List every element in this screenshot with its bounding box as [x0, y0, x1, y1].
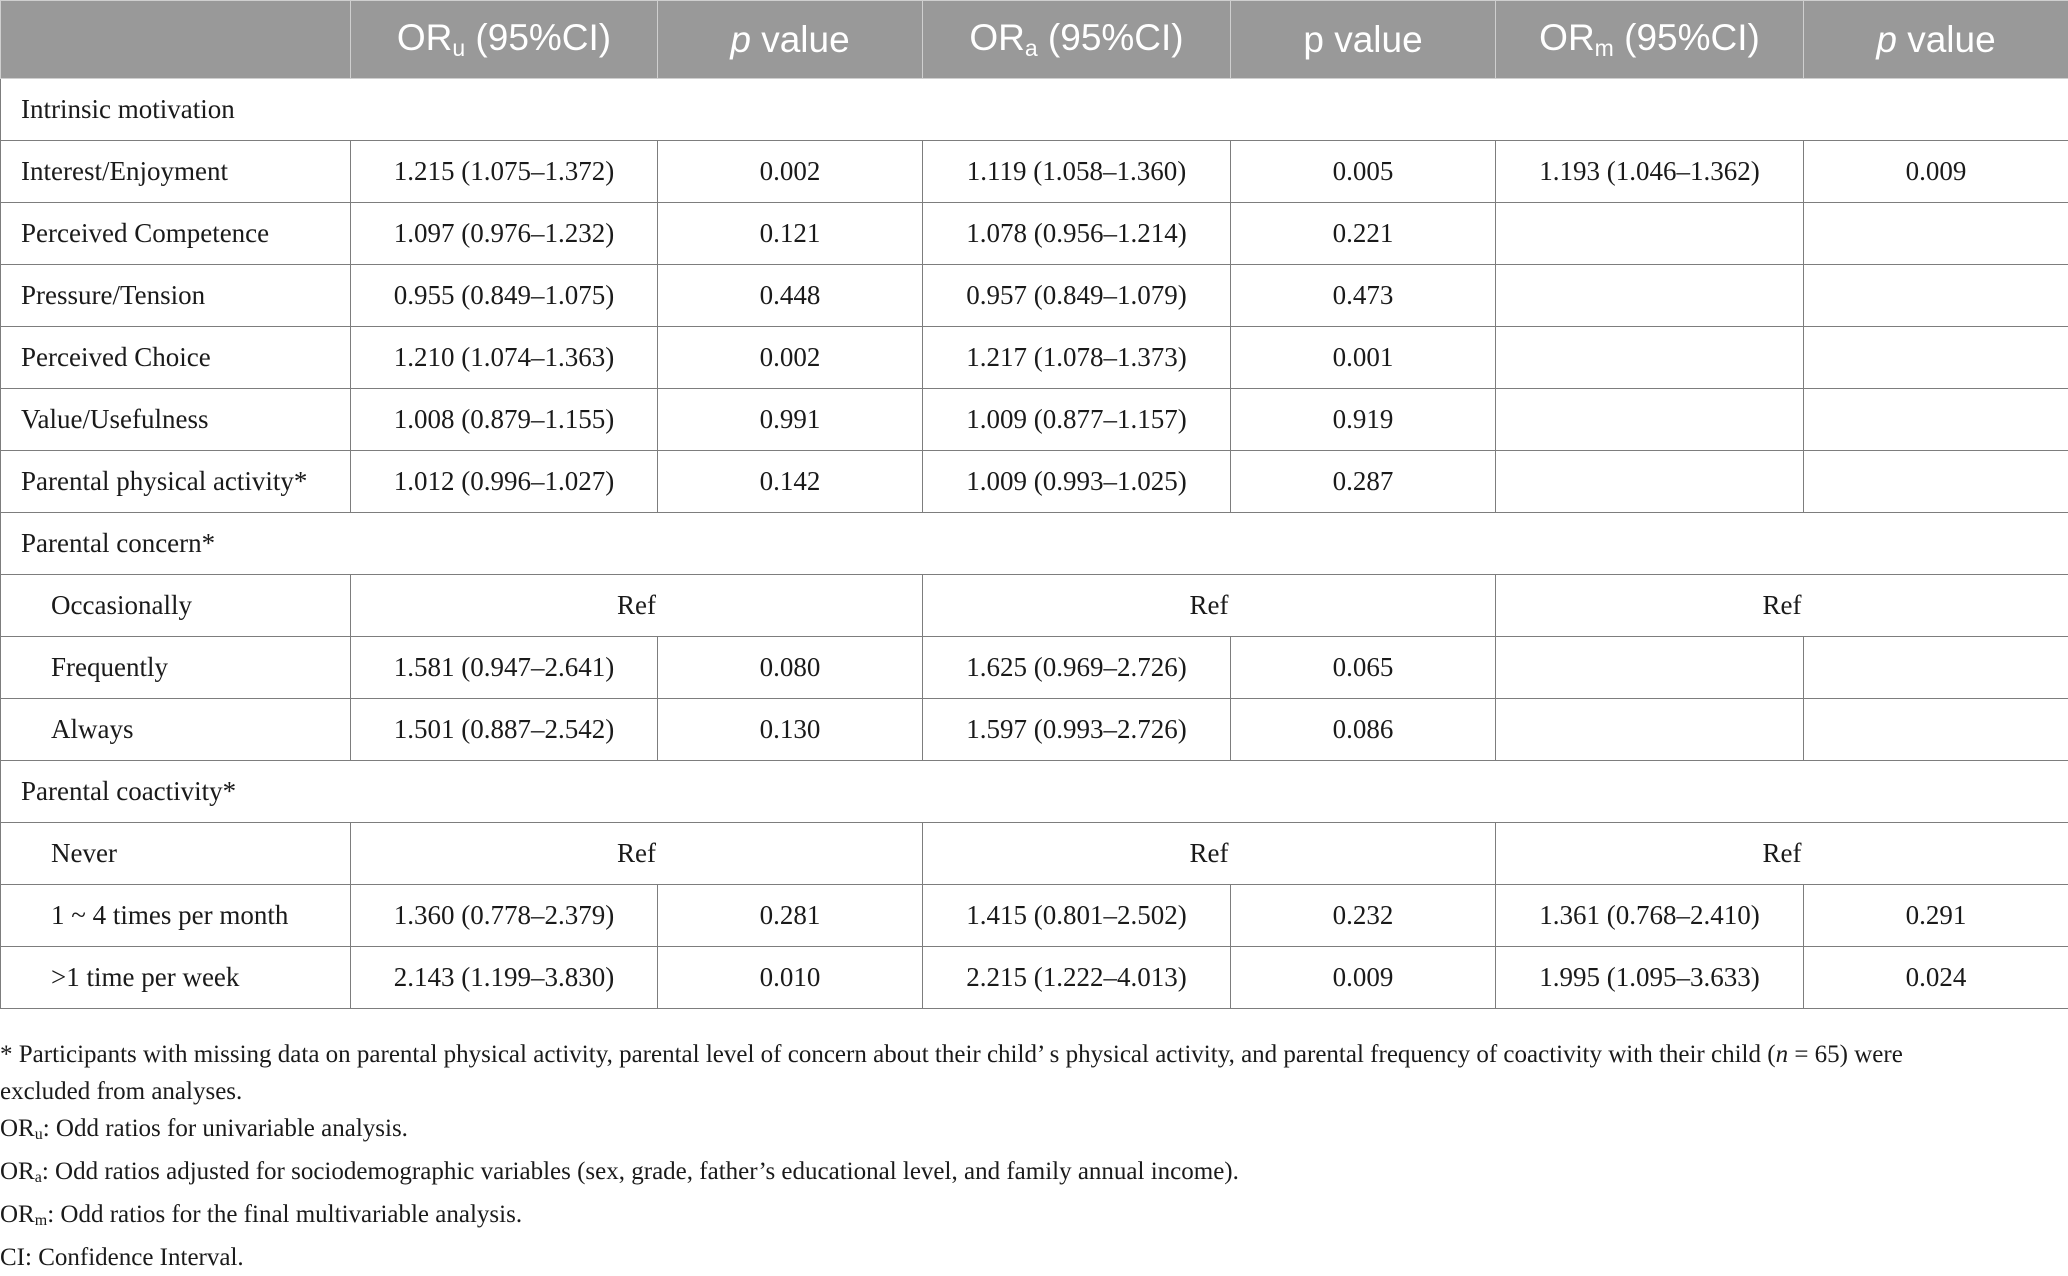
or-u-cell: 1.501 (0.887–2.542) — [351, 699, 658, 761]
table-header — [1, 1, 2068, 79]
or-m-cell — [1496, 203, 1804, 265]
p-a-cell: 0.086 — [1231, 699, 1496, 761]
or-m-cell — [1496, 637, 1804, 699]
footnote-or-u: $OR_u$: Odd ratios for univariable analysis. — [0, 1110, 2060, 1153]
header-or-a: $OR_a$ (95%CI) — [923, 1, 1231, 79]
or-a-cell: 0.957 (0.849–1.079) — [923, 265, 1231, 327]
table-row-never — [1, 823, 2068, 885]
row-label: Frequently — [1, 637, 351, 699]
or-m-cell — [1496, 451, 1804, 513]
header-p-value-u: p value — [658, 1, 923, 79]
p-a-cell: 0.221 — [1231, 203, 1496, 265]
p-a-cell: 0.009 — [1231, 947, 1496, 1009]
row-label: Interest/Enjoyment — [1, 141, 351, 203]
or-u-cell: 1.360 (0.778–2.379) — [351, 885, 658, 947]
footnote-missing-data: * Participants with missing data on parental physical activity, parental level of concern about their child’ s physical activity, and parental frequency of coactivity with their child (n = 65) were — [0, 1036, 2060, 1073]
ref-u-cell: Ref — [351, 823, 923, 885]
or-u-cell: 2.143 (1.199–3.830) — [351, 947, 658, 1009]
or-a-cell: 1.217 (1.078–1.373) — [923, 327, 1231, 389]
p-m-cell — [1804, 637, 2068, 699]
row-label: >1 time per week — [1, 947, 351, 1009]
header-or-u: $OR_u$ (95%CI) — [351, 1, 658, 79]
p-u-cell: 0.130 — [658, 699, 923, 761]
p-a-cell: 0.473 — [1231, 265, 1496, 327]
p-u-cell: 0.142 — [658, 451, 923, 513]
p-a-cell: 0.287 — [1231, 451, 1496, 513]
or-a-cell: 1.119 (1.058–1.360) — [923, 141, 1231, 203]
row-label: Perceived Choice — [1, 327, 351, 389]
p-u-cell: 0.121 — [658, 203, 923, 265]
p-m-cell — [1804, 699, 2068, 761]
or-u-cell: 1.012 (0.996–1.027) — [351, 451, 658, 513]
p-m-cell: 0.291 — [1804, 885, 2068, 947]
ref-m-cell: Ref — [1496, 823, 2068, 885]
table-footnotes — [0, 1036, 2060, 1276]
p-a-cell: 0.065 — [1231, 637, 1496, 699]
or-m-cell: 1.995 (1.095–3.633) — [1496, 947, 1804, 1009]
p-a-cell: 0.005 — [1231, 141, 1496, 203]
footnote-or-m: $OR_m$: Odd ratios for the final multivariable analysis. — [0, 1196, 2060, 1239]
or-a-cell: 1.625 (0.969–2.726) — [923, 637, 1231, 699]
or-m-cell — [1496, 265, 1804, 327]
table-row-perceived-competence — [1, 203, 2068, 265]
or-m-cell: 1.193 (1.046–1.362) — [1496, 141, 1804, 203]
p-u-cell: 0.448 — [658, 265, 923, 327]
section-row-parental-concern — [1, 513, 2068, 575]
or-a-cell: 1.415 (0.801–2.502) — [923, 885, 1231, 947]
or-u-cell: 1.215 (1.075–1.372) — [351, 141, 658, 203]
table-row-frequently — [1, 637, 2068, 699]
section-row-intrinsic-motivation — [1, 79, 2068, 141]
p-m-cell — [1804, 203, 2068, 265]
p-m-cell — [1804, 389, 2068, 451]
p-u-cell: 0.010 — [658, 947, 923, 1009]
or-m-cell: 1.361 (0.768–2.410) — [1496, 885, 1804, 947]
table-row-1-4-times-per-month — [1, 885, 2068, 947]
or-u-cell: 0.955 (0.849–1.075) — [351, 265, 658, 327]
p-u-cell: 0.002 — [658, 327, 923, 389]
p-u-cell: 0.991 — [658, 389, 923, 451]
section-row-parental-coactivity — [1, 761, 2068, 823]
row-label: Never — [1, 823, 351, 885]
row-label: Occasionally — [1, 575, 351, 637]
or-m-cell — [1496, 699, 1804, 761]
footnote-or-a: $OR_a$: Odd ratios adjusted for sociodemographic variables (sex, grade, father’s educational level, and family annual income). — [0, 1153, 2060, 1196]
section-label: Parental coactivity* — [1, 761, 2068, 823]
or-a-cell: 2.215 (1.222–4.013) — [923, 947, 1231, 1009]
row-label: Value/Usefulness — [1, 389, 351, 451]
row-label: Pressure/Tension — [1, 265, 351, 327]
table-row-perceived-choice — [1, 327, 2068, 389]
p-m-cell — [1804, 451, 2068, 513]
row-label: Always — [1, 699, 351, 761]
or-a-cell: 1.009 (0.877–1.157) — [923, 389, 1231, 451]
p-m-cell: 0.009 — [1804, 141, 2068, 203]
p-a-cell: 0.001 — [1231, 327, 1496, 389]
p-m-cell: 0.024 — [1804, 947, 2068, 1009]
or-m-cell — [1496, 389, 1804, 451]
header-row — [1, 1, 2068, 79]
header-or-m: $OR_m$ (95%CI) — [1496, 1, 1804, 79]
section-label: Parental concern* — [1, 513, 2068, 575]
header-blank-cell — [1, 1, 351, 79]
header-p-value-m: p value — [1804, 1, 2068, 79]
table-body — [1, 79, 2068, 1009]
row-label: Perceived Competence — [1, 203, 351, 265]
footnote-missing-data-continued: excluded from analyses. — [0, 1073, 2060, 1110]
or-m-cell — [1496, 327, 1804, 389]
table-row-always — [1, 699, 2068, 761]
p-a-cell: 0.232 — [1231, 885, 1496, 947]
or-a-cell: 1.009 (0.993–1.025) — [923, 451, 1231, 513]
or-a-cell: 1.078 (0.956–1.214) — [923, 203, 1231, 265]
ref-u-cell: Ref — [351, 575, 923, 637]
header-p-value-a: p value — [1231, 1, 1496, 79]
p-a-cell: 0.919 — [1231, 389, 1496, 451]
table-row-value-usefulness — [1, 389, 2068, 451]
section-label: Intrinsic motivation — [1, 79, 2068, 141]
table-row-pressure-tension — [1, 265, 2068, 327]
or-a-cell: 1.597 (0.993–2.726) — [923, 699, 1231, 761]
table-row-more-than-1-time-per-week — [1, 947, 2068, 1009]
table-row-parental-physical-activity — [1, 451, 2068, 513]
table-row-occasionally — [1, 575, 2068, 637]
or-u-cell: 1.581 (0.947–2.641) — [351, 637, 658, 699]
p-u-cell: 0.080 — [658, 637, 923, 699]
ref-a-cell: Ref — [923, 575, 1496, 637]
p-u-cell: 0.281 — [658, 885, 923, 947]
ref-m-cell: Ref — [1496, 575, 2068, 637]
p-m-cell — [1804, 265, 2068, 327]
footnote-ci: CI: Confidence Interval. — [0, 1239, 2060, 1276]
row-label: 1 ~ 4 times per month — [1, 885, 351, 947]
row-label: Parental physical activity* — [1, 451, 351, 513]
or-u-cell: 1.097 (0.976–1.232) — [351, 203, 658, 265]
ref-a-cell: Ref — [923, 823, 1496, 885]
p-m-cell — [1804, 327, 2068, 389]
or-u-cell: 1.210 (1.074–1.363) — [351, 327, 658, 389]
table-row-interest-enjoyment — [1, 141, 2068, 203]
p-u-cell: 0.002 — [658, 141, 923, 203]
or-u-cell: 1.008 (0.879–1.155) — [351, 389, 658, 451]
